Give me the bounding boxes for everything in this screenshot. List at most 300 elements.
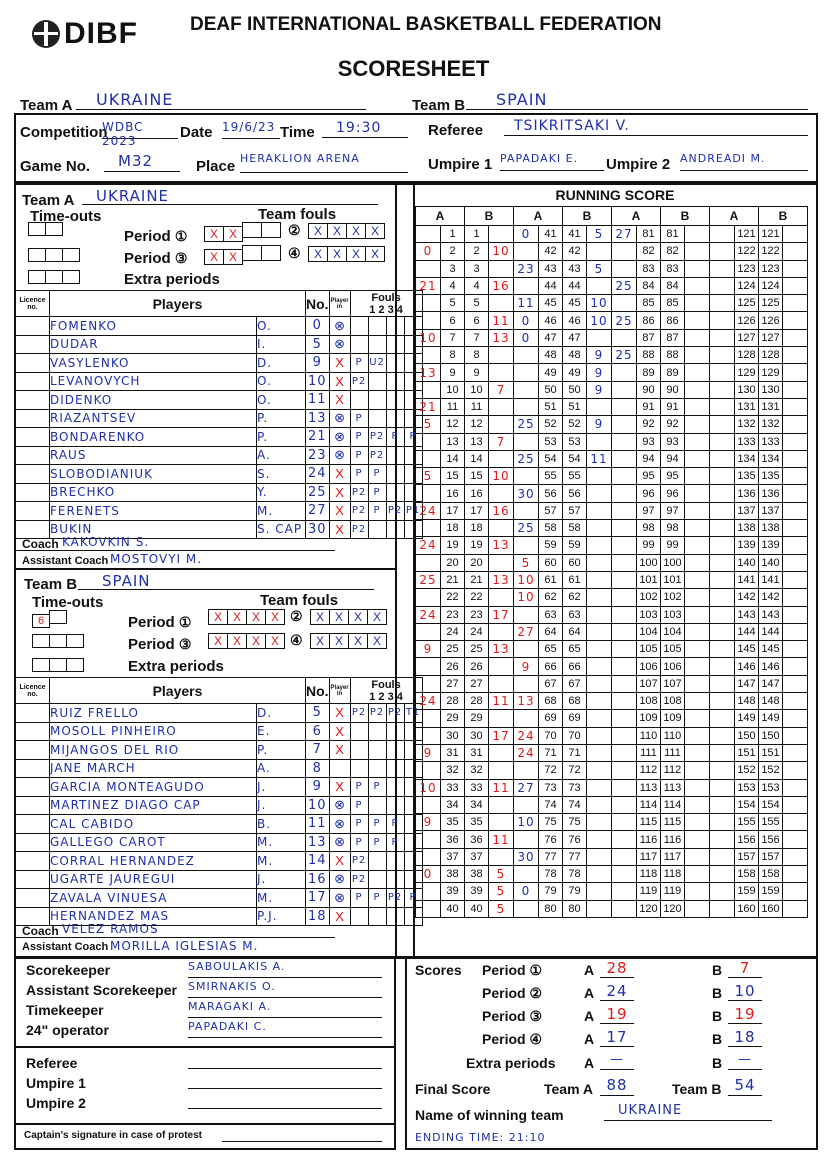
team-b-score-number[interactable]: 43 bbox=[563, 260, 587, 277]
period-score-b[interactable]: 7 bbox=[728, 959, 762, 978]
umpire2-field[interactable]: ANDREADI M. bbox=[680, 152, 808, 171]
team-b-score-number[interactable]: 113 bbox=[661, 779, 685, 796]
team-a-scorer-cell[interactable] bbox=[514, 710, 539, 727]
team-a-score-number[interactable]: 133 bbox=[735, 433, 759, 450]
team-a-scorer-cell[interactable] bbox=[612, 416, 637, 433]
team-b-scorer-cell[interactable] bbox=[587, 398, 612, 415]
timeout-box[interactable] bbox=[45, 270, 63, 284]
team-foul-box[interactable]: X bbox=[327, 223, 347, 239]
team-b-scorer-cell[interactable] bbox=[489, 416, 514, 433]
team-a-score-number[interactable]: 116 bbox=[637, 831, 661, 848]
team-a-score-number[interactable]: 131 bbox=[735, 398, 759, 415]
player-name[interactable]: RUIZ FRELLO bbox=[50, 704, 257, 723]
team-a-scorer-cell[interactable]: 10 bbox=[514, 571, 539, 588]
team-b-score-number[interactable]: 122 bbox=[759, 243, 783, 260]
licence-cell[interactable] bbox=[16, 409, 50, 428]
team-b-score-number[interactable]: 26 bbox=[465, 658, 489, 675]
team-a-score-number[interactable]: 20 bbox=[441, 554, 465, 571]
player-in-mark[interactable]: X bbox=[329, 520, 350, 539]
foul-cell[interactable]: P2 bbox=[368, 704, 386, 723]
player-name[interactable]: UGARTE JAUREGUI bbox=[50, 870, 257, 889]
team-a-score-number[interactable]: 32 bbox=[441, 762, 465, 779]
team-a-score-number[interactable]: 88 bbox=[637, 347, 661, 364]
foul-cell[interactable] bbox=[386, 907, 404, 926]
team-a-score-number[interactable]: 118 bbox=[637, 865, 661, 882]
team-a-scorer-cell[interactable]: 10 bbox=[514, 814, 539, 831]
team-a-score-number[interactable]: 146 bbox=[735, 658, 759, 675]
team-a-scorer-cell[interactable] bbox=[416, 658, 441, 675]
period-score-b[interactable]: 19 bbox=[728, 1005, 762, 1024]
team-b-scorer-cell[interactable] bbox=[685, 623, 710, 640]
team-b-scorer-cell[interactable] bbox=[685, 641, 710, 658]
team-b-assistant-coach-name[interactable]: MORILLA IGLESIAS M. bbox=[110, 939, 259, 953]
team-a-scorer-cell[interactable]: 10 bbox=[416, 779, 441, 796]
team-a-scorer-cell[interactable] bbox=[612, 848, 637, 865]
team-b-score-number[interactable]: 30 bbox=[465, 727, 489, 744]
player-initial[interactable]: J. bbox=[257, 796, 306, 815]
foul-cell[interactable] bbox=[386, 722, 404, 741]
team-b-scorer-cell[interactable] bbox=[783, 520, 808, 537]
team-a-scorer-cell[interactable] bbox=[514, 796, 539, 813]
team-a-scorer-cell[interactable] bbox=[612, 260, 637, 277]
team-a-scorer-cell[interactable] bbox=[710, 485, 735, 502]
foul-cell[interactable]: P bbox=[368, 778, 386, 797]
timeout-box[interactable] bbox=[49, 610, 67, 624]
team-b-scorer-cell[interactable] bbox=[685, 398, 710, 415]
foul-cell[interactable] bbox=[368, 759, 386, 778]
team-b-score-number[interactable]: 120 bbox=[661, 900, 685, 917]
team-a-scorer-cell[interactable] bbox=[612, 381, 637, 398]
team-a-scorer-cell[interactable] bbox=[710, 693, 735, 710]
team-b-scorer-cell[interactable]: 11 bbox=[489, 779, 514, 796]
team-a-scorer-cell[interactable] bbox=[416, 727, 441, 744]
team-b-scorer-cell[interactable] bbox=[587, 900, 612, 917]
licence-cell[interactable] bbox=[16, 317, 50, 336]
team-b-score-number[interactable]: 111 bbox=[661, 744, 685, 761]
team-a-scorer-cell[interactable] bbox=[710, 450, 735, 467]
team-a-score-number[interactable]: 155 bbox=[735, 814, 759, 831]
team-a-scorer-cell[interactable]: 21 bbox=[416, 277, 441, 294]
team-b-scorer-cell[interactable] bbox=[783, 744, 808, 761]
team-b-score-number[interactable]: 130 bbox=[759, 381, 783, 398]
team-b-score-number[interactable]: 36 bbox=[465, 831, 489, 848]
player-number[interactable]: 10 bbox=[306, 372, 330, 391]
team-a-scorer-cell[interactable]: 24 bbox=[416, 537, 441, 554]
team-b-scorer-cell[interactable] bbox=[685, 814, 710, 831]
foul-cell[interactable]: P bbox=[386, 428, 404, 447]
team-a-scorer-cell[interactable] bbox=[514, 900, 539, 917]
team-a-score-number[interactable]: 157 bbox=[735, 848, 759, 865]
player-name[interactable]: DIDENKO bbox=[50, 391, 257, 410]
team-b-scorer-cell[interactable] bbox=[783, 468, 808, 485]
team-b-score-number[interactable]: 76 bbox=[563, 831, 587, 848]
team-b-score-number[interactable]: 29 bbox=[465, 710, 489, 727]
team-a-scorer-cell[interactable] bbox=[612, 485, 637, 502]
team-a-scorer-cell[interactable]: 30 bbox=[514, 485, 539, 502]
foul-cell[interactable] bbox=[350, 317, 368, 336]
team-a-scorer-cell[interactable]: 21 bbox=[416, 398, 441, 415]
team-b-score-number[interactable]: 146 bbox=[759, 658, 783, 675]
player-name[interactable]: CORRAL HERNANDEZ bbox=[50, 852, 257, 871]
team-b-score-number[interactable]: 51 bbox=[563, 398, 587, 415]
team-b-score-number[interactable]: 8 bbox=[465, 347, 489, 364]
team-a-scorer-cell[interactable] bbox=[710, 468, 735, 485]
team-b-scorer-cell[interactable]: 11 bbox=[587, 450, 612, 467]
team-a-score-number[interactable]: 115 bbox=[637, 814, 661, 831]
player-name[interactable]: BRECHKO bbox=[50, 483, 257, 502]
team-foul-box[interactable]: X bbox=[348, 633, 368, 649]
team-a-scorer-cell[interactable] bbox=[514, 675, 539, 692]
licence-cell[interactable] bbox=[16, 465, 50, 484]
team-b-scorer-cell[interactable] bbox=[783, 693, 808, 710]
player-name[interactable]: FERENETS bbox=[50, 502, 257, 521]
team-a-score-number[interactable]: 111 bbox=[637, 744, 661, 761]
foul-cell[interactable]: P2 bbox=[350, 852, 368, 871]
team-b-scorer-cell[interactable] bbox=[783, 658, 808, 675]
team-b-scorer-cell[interactable] bbox=[489, 347, 514, 364]
team-a-scorer-cell[interactable] bbox=[612, 623, 637, 640]
team-b-score-number[interactable]: 39 bbox=[465, 883, 489, 900]
player-number[interactable]: 21 bbox=[306, 428, 330, 447]
player-number[interactable]: 0 bbox=[306, 317, 330, 336]
team-a-scorer-cell[interactable]: 0 bbox=[514, 312, 539, 329]
team-b-score-number[interactable]: 114 bbox=[661, 796, 685, 813]
player-in-mark[interactable]: ⊗ bbox=[329, 335, 350, 354]
team-b-scorer-cell[interactable]: 10 bbox=[587, 312, 612, 329]
player-initial[interactable]: S. bbox=[257, 465, 306, 484]
foul-cell[interactable]: P2 bbox=[350, 502, 368, 521]
team-b-score-number[interactable]: 123 bbox=[759, 260, 783, 277]
player-in-mark[interactable]: X bbox=[329, 704, 350, 723]
timeout-box[interactable] bbox=[45, 248, 63, 262]
team-b-scorer-cell[interactable] bbox=[783, 883, 808, 900]
player-name[interactable]: LEVANOVYCH bbox=[50, 372, 257, 391]
extra-a-field[interactable]: — bbox=[600, 1052, 634, 1070]
team-a-scorer-cell[interactable] bbox=[710, 762, 735, 779]
team-b-score-number[interactable]: 121 bbox=[759, 226, 783, 243]
player-number[interactable]: 6 bbox=[306, 722, 330, 741]
player-name[interactable]: RIAZANTSEV bbox=[50, 409, 257, 428]
team-b-score-number[interactable]: 31 bbox=[465, 744, 489, 761]
licence-cell[interactable] bbox=[16, 778, 50, 797]
team-a-score-number[interactable]: 33 bbox=[441, 779, 465, 796]
team-b-score-number[interactable]: 72 bbox=[563, 762, 587, 779]
player-number[interactable]: 23 bbox=[306, 446, 330, 465]
team-b-scorer-cell[interactable] bbox=[783, 226, 808, 243]
foul-cell[interactable]: P bbox=[404, 889, 422, 908]
team-a-scorer-cell[interactable]: 5 bbox=[514, 554, 539, 571]
player-initial[interactable]: P. bbox=[257, 409, 306, 428]
player-name[interactable]: RAUS bbox=[50, 446, 257, 465]
team-a-score-number[interactable]: 35 bbox=[441, 814, 465, 831]
team-a-score-number[interactable]: 95 bbox=[637, 468, 661, 485]
team-b-score-number[interactable]: 147 bbox=[759, 675, 783, 692]
team-a-score-number[interactable]: 63 bbox=[539, 606, 563, 623]
player-name[interactable]: MARTINEZ DIAGO CAP bbox=[50, 796, 257, 815]
team-a-score-number[interactable]: 136 bbox=[735, 485, 759, 502]
referee-field[interactable]: TSIKRITSAKI V. bbox=[504, 118, 808, 136]
team-a-score-number[interactable]: 126 bbox=[735, 312, 759, 329]
team-a-score-number[interactable]: 144 bbox=[735, 623, 759, 640]
team-b-scorer-cell[interactable] bbox=[587, 520, 612, 537]
timeout-box[interactable] bbox=[32, 634, 50, 648]
foul-cell[interactable] bbox=[368, 391, 386, 410]
team-a-score-number[interactable]: 82 bbox=[637, 243, 661, 260]
team-a-scorer-cell[interactable]: 27 bbox=[514, 623, 539, 640]
team-b-score-number[interactable]: 21 bbox=[465, 571, 489, 588]
team-a-scorer-cell[interactable] bbox=[514, 347, 539, 364]
team-b-scorer-cell[interactable]: 11 bbox=[489, 831, 514, 848]
licence-cell[interactable] bbox=[16, 852, 50, 871]
team-a-scorer-cell[interactable] bbox=[710, 623, 735, 640]
team-a-scorer-cell[interactable] bbox=[710, 779, 735, 796]
team-a-score-number[interactable]: 19 bbox=[441, 537, 465, 554]
foul-cell[interactable]: P bbox=[368, 465, 386, 484]
team-a-scorer-cell[interactable] bbox=[612, 865, 637, 882]
team-b-score-number[interactable]: 96 bbox=[661, 485, 685, 502]
team-a-scorer-cell[interactable]: 25 bbox=[612, 347, 637, 364]
team-a-scorer-cell[interactable]: 11 bbox=[514, 295, 539, 312]
team-b-scorer-cell[interactable] bbox=[783, 727, 808, 744]
player-name[interactable]: VASYLENKO bbox=[50, 354, 257, 373]
team-a-scorer-cell[interactable] bbox=[416, 450, 441, 467]
game-no-field[interactable]: M32 bbox=[104, 152, 180, 172]
team-a-score-number[interactable]: 84 bbox=[637, 277, 661, 294]
team-a-score-number[interactable]: 27 bbox=[441, 675, 465, 692]
team-a-scorer-cell[interactable] bbox=[612, 796, 637, 813]
foul-cell[interactable] bbox=[350, 722, 368, 741]
team-b-scorer-cell[interactable] bbox=[587, 571, 612, 588]
team-a-score-number[interactable]: 93 bbox=[637, 433, 661, 450]
team-b-scorer-cell[interactable] bbox=[587, 883, 612, 900]
team-a-scorer-cell[interactable] bbox=[710, 433, 735, 450]
team-a-score-number[interactable]: 74 bbox=[539, 796, 563, 813]
team-b-scorer-cell[interactable]: 5 bbox=[489, 900, 514, 917]
licence-cell[interactable] bbox=[16, 722, 50, 741]
team-a-scorer-cell[interactable] bbox=[710, 398, 735, 415]
team-b-score-number[interactable]: 112 bbox=[661, 762, 685, 779]
team-a-scorer-cell[interactable] bbox=[612, 883, 637, 900]
team-b-scorer-cell[interactable] bbox=[783, 364, 808, 381]
team-b-scorer-cell[interactable] bbox=[783, 900, 808, 917]
team-b-score-number[interactable]: 1 bbox=[465, 226, 489, 243]
team-a-scorer-cell[interactable] bbox=[416, 796, 441, 813]
team-b-scorer-cell[interactable] bbox=[783, 589, 808, 606]
foul-cell[interactable]: P bbox=[368, 483, 386, 502]
team-a-score-number[interactable]: 108 bbox=[637, 693, 661, 710]
team-a-score-number[interactable]: 96 bbox=[637, 485, 661, 502]
player-in-mark[interactable]: ⊗ bbox=[329, 870, 350, 889]
player-name[interactable]: FOMENKO bbox=[50, 317, 257, 336]
team-a-scorer-cell[interactable] bbox=[710, 295, 735, 312]
team-a-scorer-cell[interactable] bbox=[612, 450, 637, 467]
player-name[interactable]: CAL CABIDO bbox=[50, 815, 257, 834]
team-b-scorer-cell[interactable] bbox=[783, 450, 808, 467]
team-a-scorer-cell[interactable] bbox=[612, 520, 637, 537]
team-a-score-number[interactable]: 138 bbox=[735, 520, 759, 537]
team-b-score-number[interactable]: 98 bbox=[661, 520, 685, 537]
player-name[interactable]: DUDAR bbox=[50, 335, 257, 354]
foul-cell[interactable] bbox=[386, 852, 404, 871]
team-a-score-number[interactable]: 59 bbox=[539, 537, 563, 554]
player-initial[interactable]: J. bbox=[257, 778, 306, 797]
team-a-score-number[interactable]: 69 bbox=[539, 710, 563, 727]
team-a-score-number[interactable]: 148 bbox=[735, 693, 759, 710]
team-b-scorer-cell[interactable] bbox=[587, 814, 612, 831]
team-a-score-number[interactable]: 129 bbox=[735, 364, 759, 381]
player-name[interactable]: JANE MARCH bbox=[50, 759, 257, 778]
team-b-scorer-cell[interactable]: 9 bbox=[587, 364, 612, 381]
team-a-score-number[interactable]: 127 bbox=[735, 329, 759, 346]
team-a-scorer-cell[interactable]: 24 bbox=[416, 502, 441, 519]
team-a-score-number[interactable]: 121 bbox=[735, 226, 759, 243]
timeout-box[interactable] bbox=[62, 248, 80, 262]
team-b-score-number[interactable]: 110 bbox=[661, 727, 685, 744]
team-a-score-number[interactable]: 5 bbox=[441, 295, 465, 312]
team-a-score-number[interactable]: 97 bbox=[637, 502, 661, 519]
team-b-score-number[interactable]: 38 bbox=[465, 865, 489, 882]
team-a-scorer-cell[interactable] bbox=[612, 814, 637, 831]
team-foul-box[interactable]: X bbox=[208, 609, 228, 625]
foul-cell[interactable]: P bbox=[350, 889, 368, 908]
team-foul-box[interactable] bbox=[261, 245, 281, 261]
team-a-score-number[interactable]: 1 bbox=[441, 226, 465, 243]
team-b-scorer-cell[interactable] bbox=[783, 606, 808, 623]
player-in-mark[interactable] bbox=[329, 759, 350, 778]
team-a-scorer-cell[interactable] bbox=[514, 381, 539, 398]
team-a-scorer-cell[interactable] bbox=[612, 710, 637, 727]
player-number[interactable]: 13 bbox=[306, 833, 330, 852]
player-in-mark[interactable]: X bbox=[329, 354, 350, 373]
team-b-score-number[interactable]: 157 bbox=[759, 848, 783, 865]
team-a-scorer-cell[interactable] bbox=[710, 710, 735, 727]
team-b-score-number[interactable]: 74 bbox=[563, 796, 587, 813]
foul-cell[interactable] bbox=[386, 520, 404, 539]
team-b-score-number[interactable]: 11 bbox=[465, 398, 489, 415]
team-b-scorer-cell[interactable] bbox=[783, 260, 808, 277]
team-a-scorer-cell[interactable] bbox=[416, 347, 441, 364]
team-b-scorer-cell[interactable] bbox=[587, 277, 612, 294]
team-a-scorer-cell[interactable]: 13 bbox=[514, 693, 539, 710]
team-b-scorer-cell[interactable] bbox=[783, 277, 808, 294]
player-initial[interactable]: P. bbox=[257, 428, 306, 447]
team-b-scorer-cell[interactable] bbox=[685, 865, 710, 882]
licence-cell[interactable] bbox=[16, 335, 50, 354]
licence-cell[interactable] bbox=[16, 907, 50, 926]
team-b-scorer-cell[interactable] bbox=[685, 727, 710, 744]
team-b-score-number[interactable]: 100 bbox=[661, 554, 685, 571]
team-a-score-number[interactable]: 45 bbox=[539, 295, 563, 312]
team-b-scorer-cell[interactable] bbox=[489, 710, 514, 727]
team-b-score-number[interactable]: 138 bbox=[759, 520, 783, 537]
team-b-score-number[interactable]: 66 bbox=[563, 658, 587, 675]
assistant-scorekeeper-field[interactable]: SMIRNAKIS O. bbox=[188, 980, 382, 998]
foul-cell[interactable] bbox=[386, 870, 404, 889]
team-b-score-number[interactable]: 40 bbox=[465, 900, 489, 917]
licence-cell[interactable] bbox=[16, 796, 50, 815]
player-initial[interactable]: O. bbox=[257, 391, 306, 410]
team-a-score-number[interactable]: 44 bbox=[539, 277, 563, 294]
team-b-scorer-cell[interactable] bbox=[783, 762, 808, 779]
team-a-scorer-cell[interactable] bbox=[710, 900, 735, 917]
team-b-scorer-cell[interactable] bbox=[685, 226, 710, 243]
team-b-scorer-cell[interactable]: 16 bbox=[489, 502, 514, 519]
foul-cell[interactable] bbox=[386, 372, 404, 391]
team-b-scorer-cell[interactable] bbox=[685, 329, 710, 346]
team-b-scorer-cell[interactable] bbox=[685, 796, 710, 813]
team-a-scorer-cell[interactable] bbox=[612, 641, 637, 658]
team-foul-box[interactable] bbox=[242, 222, 262, 238]
foul-cell[interactable] bbox=[386, 409, 404, 428]
player-name[interactable]: GALLEGO CAROT bbox=[50, 833, 257, 852]
player-initial[interactable]: D. bbox=[257, 704, 306, 723]
team-b-score-number[interactable]: 141 bbox=[759, 571, 783, 588]
team-a-scorer-cell[interactable] bbox=[514, 468, 539, 485]
team-a-scorer-cell[interactable]: 0 bbox=[416, 243, 441, 260]
team-a-scorer-cell[interactable] bbox=[514, 364, 539, 381]
team-a-score-number[interactable]: 9 bbox=[441, 364, 465, 381]
team-a-score-number[interactable]: 149 bbox=[735, 710, 759, 727]
team-b-score-number[interactable]: 68 bbox=[563, 693, 587, 710]
licence-cell[interactable] bbox=[16, 833, 50, 852]
team-b-score-number[interactable]: 12 bbox=[465, 416, 489, 433]
scorekeeper-field[interactable]: SABOULAKIS A. bbox=[188, 960, 382, 978]
player-initial[interactable]: M. bbox=[257, 852, 306, 871]
team-b-scorer-cell[interactable] bbox=[685, 831, 710, 848]
team-a-score-number[interactable]: 26 bbox=[441, 658, 465, 675]
team-b-scorer-cell[interactable] bbox=[489, 623, 514, 640]
player-in-mark[interactable]: X bbox=[329, 502, 350, 521]
team-b-scorer-cell[interactable] bbox=[783, 502, 808, 519]
team-b-scorer-cell[interactable] bbox=[685, 658, 710, 675]
team-b-score-number[interactable]: 53 bbox=[563, 433, 587, 450]
team-b-scorer-cell[interactable] bbox=[783, 347, 808, 364]
team-a-score-number[interactable]: 51 bbox=[539, 398, 563, 415]
foul-cell[interactable] bbox=[386, 446, 404, 465]
player-number[interactable]: 16 bbox=[306, 870, 330, 889]
team-b-scorer-cell[interactable]: 9 bbox=[587, 416, 612, 433]
team-a-score-number[interactable]: 13 bbox=[441, 433, 465, 450]
team-foul-box[interactable]: X bbox=[308, 223, 328, 239]
foul-cell[interactable] bbox=[368, 520, 386, 539]
team-b-scorer-cell[interactable] bbox=[783, 796, 808, 813]
team-b-scorer-cell[interactable] bbox=[685, 900, 710, 917]
team-a-scorer-cell[interactable] bbox=[514, 243, 539, 260]
team-a-score-number[interactable]: 134 bbox=[735, 450, 759, 467]
team-a-score-number[interactable]: 34 bbox=[441, 796, 465, 813]
team-b-score-number[interactable]: 118 bbox=[661, 865, 685, 882]
team-a-score-number[interactable]: 56 bbox=[539, 485, 563, 502]
team-b-scorer-cell[interactable]: 5 bbox=[587, 226, 612, 243]
team-a-scorer-cell[interactable] bbox=[514, 433, 539, 450]
team-a-scorer-cell[interactable] bbox=[710, 658, 735, 675]
team-b-score-number[interactable]: 129 bbox=[759, 364, 783, 381]
timeout-box[interactable] bbox=[28, 222, 46, 236]
team-a-scorer-cell[interactable] bbox=[514, 398, 539, 415]
team-a-score-number[interactable]: 23 bbox=[441, 606, 465, 623]
team-b-scorer-cell[interactable]: 11 bbox=[489, 312, 514, 329]
team-a-score-number[interactable]: 122 bbox=[735, 243, 759, 260]
period-score-b[interactable]: 10 bbox=[728, 982, 762, 1001]
team-a-score-number[interactable]: 48 bbox=[539, 347, 563, 364]
team-b-score-number[interactable]: 107 bbox=[661, 675, 685, 692]
player-name[interactable]: BUKIN bbox=[50, 520, 257, 539]
team-a-score-number[interactable]: 67 bbox=[539, 675, 563, 692]
team-a-scorer-cell[interactable] bbox=[710, 277, 735, 294]
team-b-scorer-cell[interactable] bbox=[685, 450, 710, 467]
team-b-scorer-cell[interactable] bbox=[783, 814, 808, 831]
player-initial[interactable]: B. bbox=[257, 815, 306, 834]
